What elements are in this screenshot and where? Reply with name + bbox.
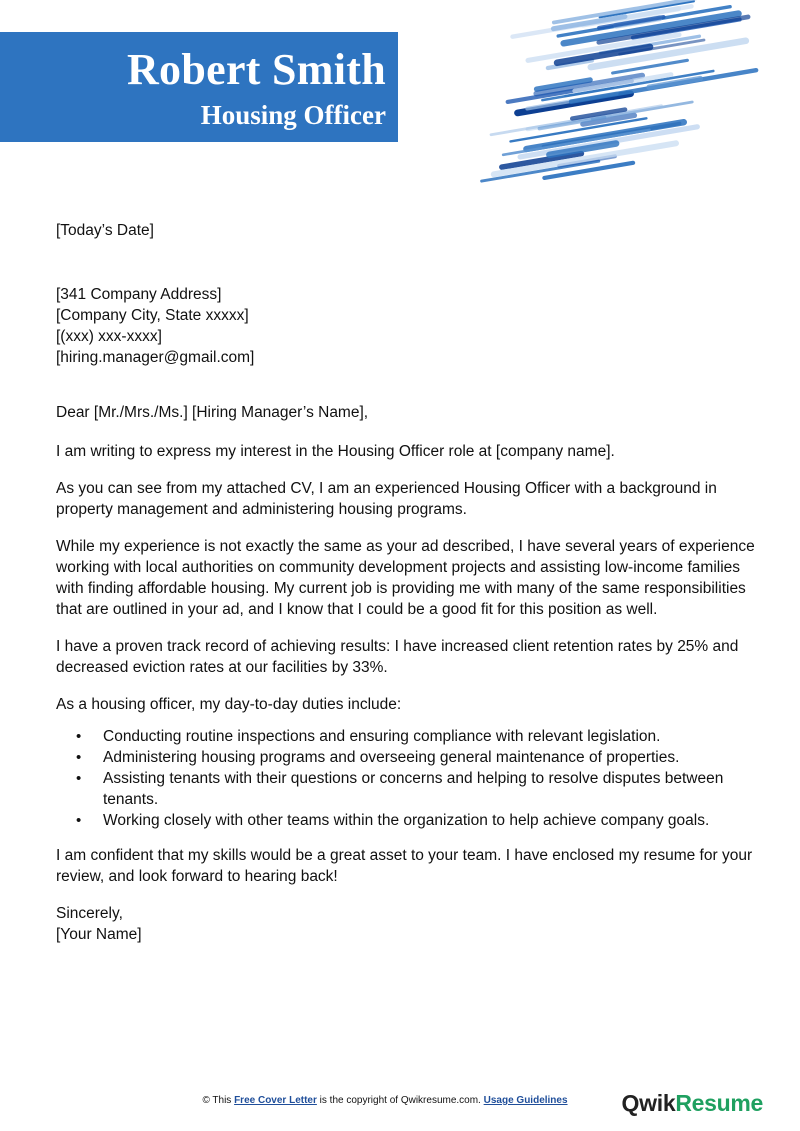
closing-paragraph: I am confident that my skills would be a great asset to your team. I have enclosed my resume for your review, and look forward to hearing back! xyxy=(56,847,753,885)
address-line: [Company City, State xxxxx] xyxy=(56,307,249,324)
paragraph: While my experience is not exactly the same as your ad described, I have several years of experience working with local authorities on community development projects and assisting low-income families with finding affordable housing. My current job is providing me with many of the same responsibilities that are outlined in your ad, and I know that I could be a good fit for this position as well. xyxy=(56,538,755,618)
logo-part-qwik: Qwik xyxy=(621,1090,676,1116)
letter-body xyxy=(56,220,756,945)
address-line: [341 Company Address] xyxy=(56,286,222,303)
list-item xyxy=(56,768,756,810)
qwikresume-logo xyxy=(622,1090,763,1117)
duty-text: Conducting routine inspections and ensuring compliance with relevant legislation. xyxy=(103,728,661,745)
bullet-icon: • xyxy=(76,770,82,787)
recipient-address xyxy=(56,284,756,368)
footer-middle: is the copyright of Qwikresume.com. xyxy=(319,1095,481,1106)
candidate-name: Robert Smith xyxy=(126,45,386,94)
salutation: Dear [Mr./Mrs./Ms.] [Hiring Manager’s Name], xyxy=(56,404,369,421)
blue-streaks-decoration xyxy=(430,0,800,190)
duty-text: Working closely with other teams within the organization to help achieve company goals. xyxy=(103,812,710,829)
usage-guidelines-link[interactable]: Usage Guidelines xyxy=(483,1095,568,1106)
footer-prefix: © This xyxy=(202,1095,232,1106)
signoff: Sincerely, xyxy=(56,905,123,922)
signoff-block xyxy=(56,903,756,945)
bullet-icon: • xyxy=(76,728,82,745)
paragraph: As you can see from my attached CV, I am an experienced Housing Officer with a background in property management and administering housing programs. xyxy=(56,480,717,518)
candidate-role: Housing Officer xyxy=(200,100,386,130)
duty-text: Assisting tenants with their questions or concerns and helping to resolve disputes between tenants. xyxy=(103,770,724,808)
list-item xyxy=(56,810,756,831)
address-line: [hiring.manager@gmail.com] xyxy=(56,349,255,366)
logo-part-resume: Resume xyxy=(675,1090,763,1116)
bullet-icon: • xyxy=(76,749,82,766)
letter-date: [Today’s Date] xyxy=(56,222,154,239)
free-cover-letter-link[interactable]: Free Cover Letter xyxy=(234,1095,317,1106)
address-line: [(xxx) xxx-xxxx] xyxy=(56,328,162,345)
paragraph: I am writing to express my interest in the Housing Officer role at [company name]. xyxy=(56,443,615,460)
header-band xyxy=(0,32,398,142)
duties-list xyxy=(56,726,756,831)
bullet-icon: • xyxy=(76,812,82,829)
duty-text: Administering housing programs and overseeing general maintenance of properties. xyxy=(103,749,680,766)
paragraph: I have a proven track record of achieving results: I have increased client retention rates by 25% and decreased eviction rates at our facilities by 33%. xyxy=(56,638,739,676)
list-item xyxy=(56,747,756,768)
paragraph: As a housing officer, my day-to-day duties include: xyxy=(56,696,402,713)
signature: [Your Name] xyxy=(56,926,142,943)
list-item xyxy=(56,726,756,747)
